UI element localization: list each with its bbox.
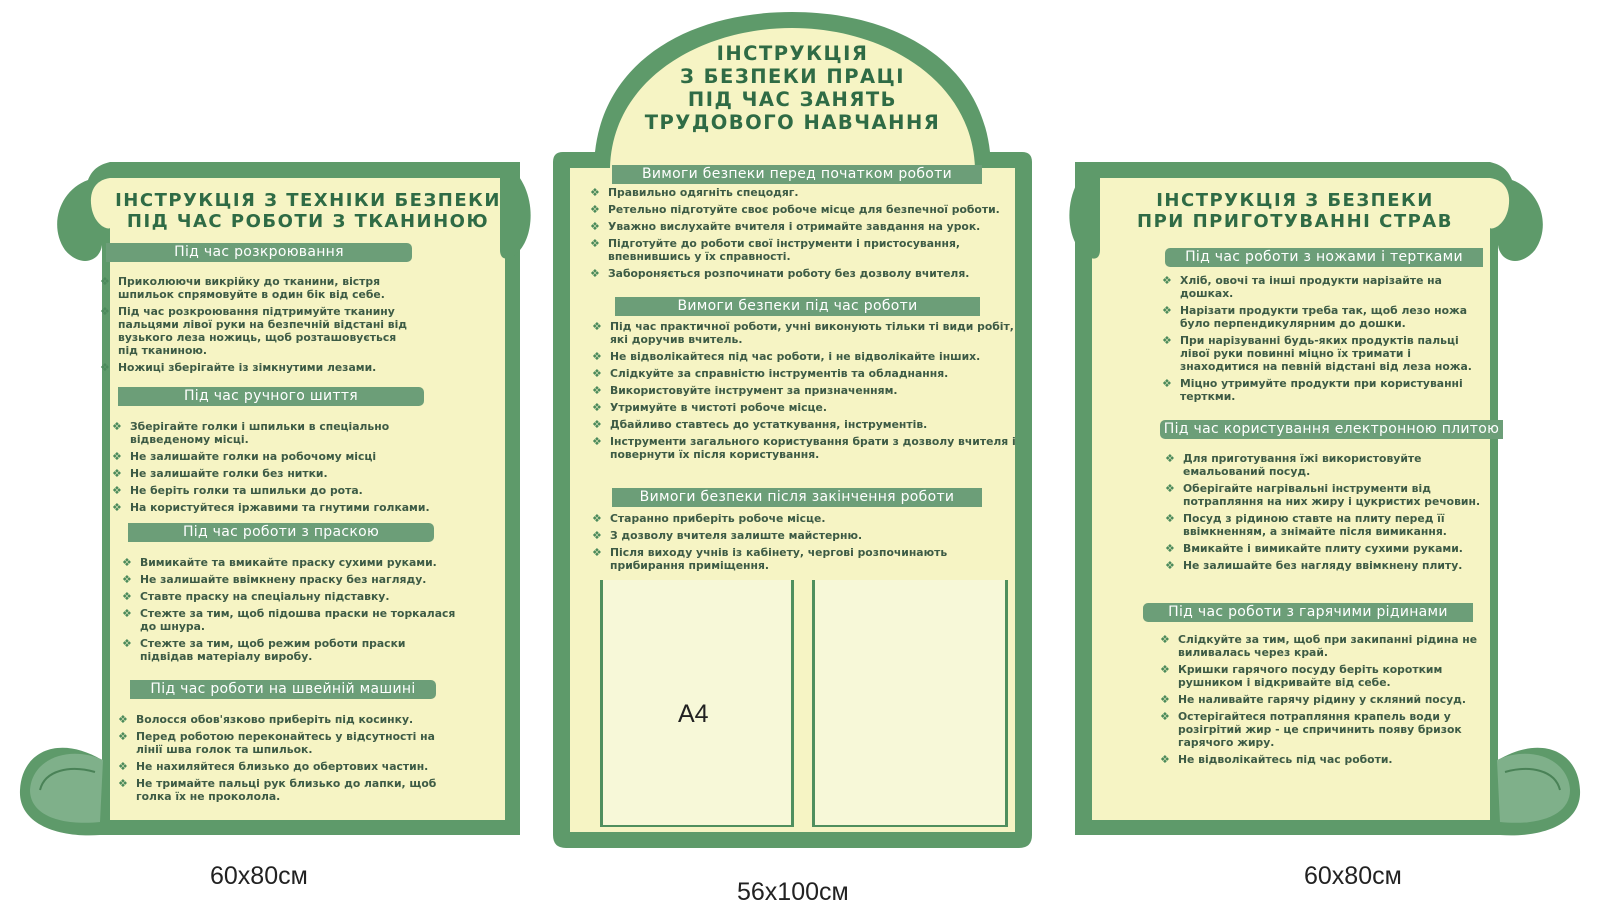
left-section-4-list — [118, 713, 458, 807]
list-item: ❖ Не залишайте без нагляду ввімкнену плиту. — [1165, 559, 1463, 572]
list-item: ❖ Перед роботою переконайтесь у відсутності на лінії шва голок та шпильок. — [118, 730, 435, 756]
list-item: ❖ Не залишайте голки на робочому місці — [112, 450, 377, 463]
center-title: ІНСТРУКЦІЯ З БЕЗПЕКИ ПРАЦІ ПІД ЧАС ЗАНЯТЬ ТРУДОВОГО НАВЧАННЯ — [644, 42, 941, 134]
list-item: ❖ Кришки гарячого посуду беріть коротким рушником і відкривайте від себе. — [1160, 663, 1443, 689]
list-item: ❖ Хліб, овочі та інші продукти нарізайте на дошках. — [1162, 274, 1442, 300]
left-section-3-heading: Під час роботи з праскою — [128, 523, 434, 542]
list-item: ❖ Не відволікайтеся під час роботи, і не відволікайте інших. — [592, 350, 981, 363]
list-item: ❖ Остерігайтеся потрапляння крапель води у розігрітий жир - це спричинить появу бризок гарячого жиру. — [1160, 710, 1462, 749]
list-item: ❖ Слідкуйте за тим, щоб при закипанні рідина не виливалась через край. — [1160, 633, 1478, 659]
list-item: ❖ Інструменти загального користування брати з дозволу вчителя і повернути їх після користування. — [592, 435, 1016, 461]
list-item: ❖ Правильно одягніть спецодяг. — [590, 186, 799, 199]
list-item: ❖ Стежте за тим, щоб підошва праски не торкалася до шнура. — [122, 607, 456, 633]
a4-label: А4 — [678, 700, 709, 728]
list-item: ❖ Підготуйте до роботи свої інструменти і пристосування, впевнившись у їх справності. — [590, 237, 960, 263]
left-section-1-heading: Під час розкроювання — [106, 243, 412, 262]
list-item: ❖ Не залишайте голки без нитки. — [112, 467, 328, 480]
list-item: ❖ Зберігайте голки і шпильки в спеціально відведеному місці. — [112, 420, 390, 446]
list-item: ❖ Після виходу учнів із кабінету, чергові розпочинають прибирання приміщення. — [592, 546, 948, 572]
list-item: ❖ Використовуйте інструмент за призначенням. — [592, 384, 898, 397]
center-section-2-heading: Вимоги безпеки під час роботи — [615, 297, 980, 316]
list-item: ❖ Під час практичної роботи, учні виконують тільки ті види робіт, які доручив вчитель. — [592, 320, 1014, 346]
list-item: ❖ На користуйтеся іржавими та гнутими голками. — [112, 501, 430, 514]
list-item: ❖ Ретельно підготуйте своє робоче місце для безпечної роботи. — [590, 203, 1000, 216]
right-section-3-heading: Під час роботи з гарячими рідинами — [1143, 603, 1473, 622]
left-section-2-heading: Під час ручного шиття — [118, 387, 424, 406]
list-item: ❖ Під час розкроювання підтримуйте тканину пальцями лівої руки на безпечній відстані від вузького леза ножиць, щоб розташовується під тканиною. — [100, 305, 407, 357]
center-section-1-list — [590, 186, 1020, 284]
list-item: ❖ Утримуйте в чистоті робоче місце. — [592, 401, 827, 414]
right-section-1-list — [1162, 274, 1482, 407]
list-item: ❖ Не нахиляйтеся близько до обертових частин. — [118, 760, 429, 773]
list-item: ❖ Не тримайте пальці рук близько до лапки, щоб голка їх не проколола. — [118, 777, 437, 803]
list-item: ❖ Посуд з рідиною ставте на плиту перед її ввімкненням, а знімайте після вимикання. — [1165, 512, 1447, 538]
list-item: ❖ Ножиці зберігайте із зімкнутими лезами. — [100, 361, 377, 374]
list-item: ❖ При нарізуванні будь-яких продуктів пальці лівої руки повинні міцно їх тримати і знаходитися на певній відстані від леза ножа. — [1162, 334, 1472, 373]
list-item: ❖ Дбайливо ставтесь до устаткування, інструментів. — [592, 418, 928, 431]
list-item: ❖ Для приготування їжі використовуйте емальований посуд. — [1165, 452, 1422, 478]
right-section-1-heading: Під час роботи з ножами і тертками — [1165, 248, 1483, 267]
left-section-1-list — [100, 275, 415, 378]
list-item: ❖ Старанно приберіть робоче місце. — [592, 512, 826, 525]
list-item: ❖ Волосся обов'язково приберіть під косинку. — [118, 713, 414, 726]
right-section-2-list — [1165, 452, 1485, 576]
center-section-3-heading: Вимоги безпеки після закінчення роботи — [612, 488, 982, 507]
right-section-3-list — [1160, 633, 1490, 770]
list-item: ❖ Стежте за тим, щоб режим роботи праски підвідав матеріалу виробу. — [122, 637, 406, 663]
list-item: ❖ Приколюючи викрійку до тканини, вістря шпильок спрямовуйте в один бік від себе. — [100, 275, 385, 301]
list-item: ❖ З дозволу вчителя залиште майстерню. — [592, 529, 863, 542]
list-item: ❖ Слідкуйте за справністю інструментів та обладнання. — [592, 367, 949, 380]
list-item: ❖ Забороняється розпочинати роботу без дозволу вчителя. — [590, 267, 970, 280]
a4-pocket-right — [812, 580, 1008, 827]
list-item: ❖ Не наливайте гарячу рідину у скляний посуд. — [1160, 693, 1466, 706]
center-section-3-list — [592, 512, 1022, 576]
list-item: ❖ Вимикайте та вмикайте праску сухими руками. — [122, 556, 437, 569]
right-size-label: 60х80см — [1304, 862, 1402, 890]
right-section-2-heading: Під час користування електронною плитою — [1160, 420, 1503, 439]
list-item: ❖ Міцно утримуйте продукти при користуванні терткми. — [1162, 377, 1463, 403]
list-item: ❖ Уважно вислухайте вчителя і отримайте завдання на урок. — [590, 220, 981, 233]
center-size-label: 56х100см — [737, 878, 849, 906]
left-section-4-heading: Під час роботи на швейній машині — [130, 680, 436, 699]
center-section-2-list — [592, 320, 1022, 465]
list-item: ❖ Оберігайте нагрівальні інструменти від потрапляння на них жиру і цукристих речовин. — [1165, 482, 1481, 508]
right-title: ІНСТРУКЦІЯ З БЕЗПЕКИ ПРИ ПРИГОТУВАННІ СТРАВ — [1137, 190, 1453, 233]
list-item: ❖ Не залишайте ввімкнену праску без нагляду. — [122, 573, 427, 586]
left-size-label: 60х80см — [210, 862, 308, 890]
center-section-1-heading: Вимоги безпеки перед початком роботи — [612, 165, 982, 184]
list-item: ❖ Не відволікайтесь під час роботи. — [1160, 753, 1393, 766]
list-item: ❖ Нарізати продукти треба так, щоб лезо ножа було перпендикулярним до дошки. — [1162, 304, 1468, 330]
left-section-3-list — [122, 556, 462, 667]
left-title: ІНСТРУКЦІЯ З ТЕХНІКИ БЕЗПЕКИ ПІД ЧАС РОБОТИ З ТКАНИНОЮ — [115, 190, 501, 233]
list-item: ❖ Вмикайте і вимикайте плиту сухими руками. — [1165, 542, 1463, 555]
list-item: ❖ Ставте праску на спеціальну підставку. — [122, 590, 390, 603]
list-item: ❖ Не беріть голки та шпильки до рота. — [112, 484, 363, 497]
left-section-2-list — [112, 420, 452, 518]
